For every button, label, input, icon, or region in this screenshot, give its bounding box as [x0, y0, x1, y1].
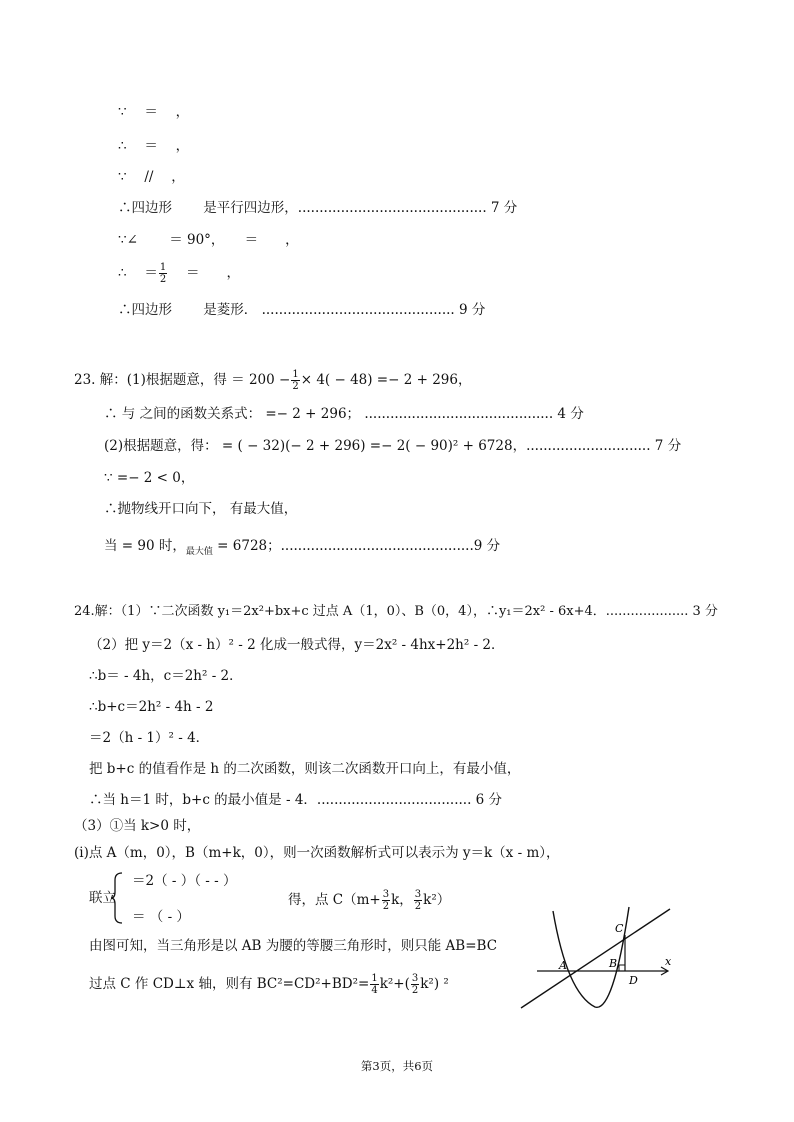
s24-line-7: ∴当 h＝1 时，b+c 的最小值是 - 4．.................................... 6 分 — [89, 792, 503, 808]
parabola-line-figure — [515, 905, 690, 1015]
s24-line-2: （2）把 y＝2（x - h）² - 2 化成一般式得，y＝2x² - 4hx+2h² - 2． — [89, 637, 505, 653]
s22-line-3: ∵ // ， — [118, 169, 185, 185]
system-lian-label: 联立 — [89, 890, 116, 906]
s23-line-6: 当 = 90 时，$_{最大值}$ = 6728；.............................................9 分 — [104, 538, 501, 557]
s23-line-4: ∵ =− 2 < 0， — [104, 470, 195, 486]
fraction-three-halves: $\frac{3}{2}$ — [382, 889, 390, 912]
s22-line-1: ∵ ＝ ， — [118, 104, 190, 120]
fraction-half: $\frac{1}{2}$ — [292, 369, 299, 392]
fraction-half: $\frac{1}{2}$ — [159, 262, 167, 285]
fraction-quarter: $\frac{1}{4}$ — [371, 973, 378, 996]
s22-line-6: ∴ ＝ $\frac{1}{2}$ ＝ ， — [118, 262, 241, 285]
s24-line-9: (i)点 A（m，0），B（m+k，0），则一次函数解析式可以表示为 y＝k（x - m）， — [74, 845, 560, 861]
label-D: D — [629, 974, 638, 987]
label-B: B — [609, 957, 618, 970]
s24-line-10: 由图可知，当三角形是以 AB 为腰的等腰三角形时，则只能 AB=BC — [89, 938, 498, 954]
s23-line-1: 23. 解：(1)根据题意，得 ＝ 200 − $\frac{1}{2}$ × 4( − 48) =− 2 + 296， — [74, 369, 472, 392]
system-result: 得，点 C（m+ $\frac{3}{2}$ k， $\frac{3}{2}$ k²） — [288, 889, 451, 912]
fraction-three-halves: $\frac{3}{2}$ — [414, 889, 422, 912]
s22-line-5: ∵∠ ＝ 90°， ＝ ， — [118, 232, 299, 248]
right-angle-mark — [619, 965, 625, 971]
s24-line-11: 过点 C 作 CD⊥x 轴，则有 BC²=CD²+BD²= $\frac{1}{4}$ k²+( $\frac{3}{2}$ k²) ² — [89, 973, 449, 996]
s23-line-3: (2)根据题意，得： = ( − 32)(− 2 + 296) =− 2( − 90)² + 6728，............................. 7 分 — [104, 438, 682, 454]
s24-line-8: （3）①当 k>0 时， — [74, 818, 201, 834]
label-A: A — [559, 959, 567, 972]
brace-icon — [110, 872, 124, 924]
fraction-three-halves: $\frac{3}{2}$ — [411, 973, 419, 996]
s24-line-1: 24.解：（1）∵二次函数 y₁＝2x²+bx+c 过点 A（1，0）、B（0，4），∴y₁＝2x² - 6x+4．.................... 3 分 — [74, 604, 718, 619]
s24-line-3: ∴b＝ - 4h，c＝2h² - 2． — [89, 668, 243, 684]
s24-line-5: ＝2（h - 1）² - 4． — [89, 730, 210, 746]
label-C: C — [615, 922, 624, 935]
s24-line-6: 把 b+c 的值看作是 h 的二次函数，则该二次函数开口向上，有最小值， — [89, 761, 521, 777]
s22-line-4: ∴四边形 是平行四边形，............................................ 7 分 — [118, 200, 518, 216]
s22-line-2: ∴ ＝ ， — [118, 138, 190, 154]
line-y-kx — [521, 909, 670, 1008]
system-eq-2: ＝ （ - ） — [132, 909, 190, 925]
s24-line-4: ∴b+c＝2h² - 4h - 2 — [89, 699, 214, 715]
label-x: x — [665, 955, 672, 968]
s23-line-5: ∴抛物线开口向下， 有最大值， — [104, 501, 298, 517]
system-eq-1: ＝2（ - ）（ - - ） — [132, 873, 237, 889]
s23-line-2: ∴ 与 之间的函数关系式： =− 2 + 296； ............................................ 4 分 — [104, 406, 584, 422]
page-footer: 第3页，共6页 — [360, 1059, 434, 1073]
s22-line-7: ∴四边形 是菱形． ............................................. 9 分 — [118, 302, 486, 318]
